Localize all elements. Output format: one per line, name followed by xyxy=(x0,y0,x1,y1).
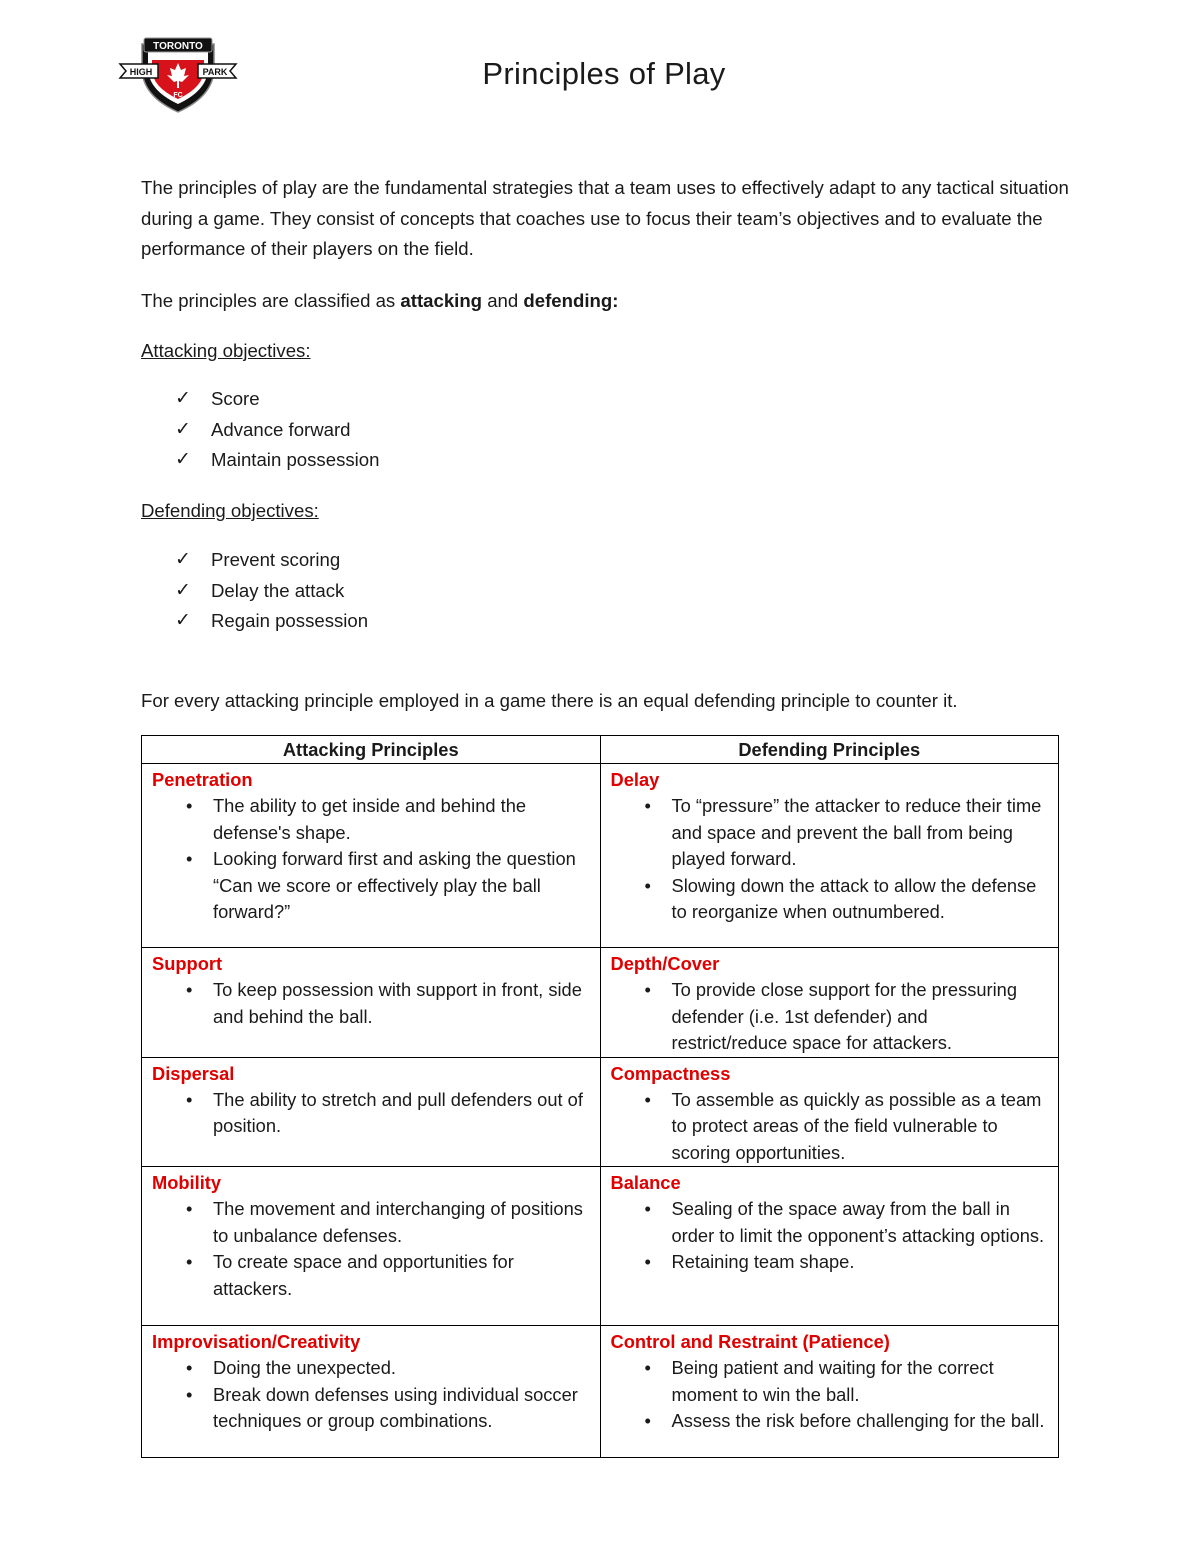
principle-point-text: Doing the unexpected. xyxy=(213,1357,396,1378)
principle-point xyxy=(611,1087,1049,1167)
table-row xyxy=(142,948,1059,1058)
principle-point xyxy=(611,977,1049,1057)
principles-table xyxy=(141,735,1059,1458)
objective-label: Regain possession xyxy=(211,610,369,631)
principle-point xyxy=(611,873,1049,926)
defending-principle-cell xyxy=(600,1326,1059,1458)
bullet-icon: • xyxy=(186,1198,193,1219)
defending-principle-cell xyxy=(600,1057,1059,1167)
principle-points xyxy=(152,793,590,926)
checkmark-icon: ✓ xyxy=(175,549,191,570)
bullet-icon: • xyxy=(186,1251,193,1272)
bullet-icon: • xyxy=(644,1088,651,1110)
attacking-objectives-list xyxy=(141,384,379,476)
defending-objectives-list xyxy=(141,545,368,637)
bullet-icon: • xyxy=(644,795,651,816)
table-header-row xyxy=(142,736,1059,764)
principle-point xyxy=(611,1196,1049,1249)
defending-principle-cell xyxy=(600,1167,1059,1326)
bullet-icon: • xyxy=(186,979,193,1000)
principle-point-text: Retaining team shape. xyxy=(671,1251,855,1272)
checkmark-icon: ✓ xyxy=(175,388,191,409)
principle-point xyxy=(152,977,590,1030)
principle-points xyxy=(611,1196,1049,1276)
principle-point xyxy=(152,1382,590,1435)
attacking-principle-cell xyxy=(142,948,601,1058)
defending-principle-cell xyxy=(600,948,1059,1058)
objective-item xyxy=(141,384,379,415)
principle-name: Compactness xyxy=(610,1062,731,1084)
logo-right-text: PARK xyxy=(202,67,228,77)
objective-item xyxy=(141,415,379,446)
principle-point-text: To assemble as quickly as possible as a team to protect areas of the field vulnerable to scoring opportunities. xyxy=(671,1088,1042,1163)
header-attacking: Attacking Principles xyxy=(142,736,601,764)
defending-objectives-heading: Defending objectives: xyxy=(141,500,319,521)
principle-point-text: The ability to stretch and pull defenders out of position. xyxy=(213,1088,583,1136)
bullet-icon: • xyxy=(186,1357,193,1378)
classify-defending: defending: xyxy=(523,290,619,311)
principle-point-text: The ability to get inside and behind the defense's shape. xyxy=(213,795,527,843)
principle-points xyxy=(152,1355,590,1435)
bullet-icon: • xyxy=(186,795,193,816)
bullet-icon: • xyxy=(186,848,193,869)
attacking-objectives-heading: Attacking objectives: xyxy=(141,340,311,361)
checkmark-icon: ✓ xyxy=(175,418,191,440)
attacking-principle-cell xyxy=(142,1326,601,1458)
principle-points xyxy=(152,1196,590,1302)
header-defending: Defending Principles xyxy=(600,736,1059,764)
bullet-icon: • xyxy=(186,1088,193,1110)
principle-points xyxy=(611,1355,1049,1435)
principle-point-text: To create space and opportunities for attackers. xyxy=(213,1251,514,1299)
classify-and: and xyxy=(482,290,524,311)
principle-name: Balance xyxy=(610,1172,681,1193)
principle-point-text: Break down defenses using individual soccer techniques or group combinations. xyxy=(213,1383,578,1431)
bullet-icon: • xyxy=(644,1357,651,1378)
principle-point xyxy=(152,1196,590,1249)
principle-name: Support xyxy=(152,953,223,974)
classification-sentence xyxy=(141,286,1071,317)
bullet-icon: • xyxy=(644,874,651,896)
principle-point xyxy=(611,1408,1049,1435)
attacking-principle-cell xyxy=(142,764,601,948)
checkmark-icon: ✓ xyxy=(175,610,191,631)
bullet-icon: • xyxy=(186,1383,193,1405)
principle-point xyxy=(152,793,590,846)
attacking-principle-cell xyxy=(142,1167,601,1326)
counter-note: For every attacking principle employed in a game there is an equal defending principle to counter it. xyxy=(141,690,958,711)
table-row xyxy=(142,1167,1059,1326)
objective-item xyxy=(141,545,368,576)
principle-point xyxy=(152,1249,590,1302)
principle-point-text: The movement and interchanging of positions to unbalance defenses. xyxy=(213,1198,583,1246)
logo-bottom-text: FC xyxy=(173,92,183,99)
objective-label: Advance forward xyxy=(211,418,351,440)
principle-point-text: To provide close support for the pressuring defender (i.e. 1st defender) and restrict/reduce space for attackers. xyxy=(671,979,1017,1053)
principle-points xyxy=(611,977,1049,1057)
principle-point-text: Slowing down the attack to allow the defense to reorganize when outnumbered. xyxy=(671,874,1037,922)
bullet-icon: • xyxy=(644,1251,651,1272)
principle-points xyxy=(152,977,590,1030)
bullet-icon: • xyxy=(644,979,651,1000)
principle-point xyxy=(611,793,1049,873)
principle-points xyxy=(611,1087,1049,1167)
principle-point-text: Assess the risk before challenging for the ball. xyxy=(671,1410,1045,1431)
principle-point-text: To “pressure” the attacker to reduce their time and space and prevent the ball from being played forward. xyxy=(671,795,1042,869)
principle-name: Improvisation/Creativity xyxy=(152,1331,361,1352)
objective-item xyxy=(141,445,379,476)
principle-name: Mobility xyxy=(152,1172,222,1193)
principle-point-text: Sealing of the space away from the ball in order to limit the opponent’s attacking options. xyxy=(671,1198,1045,1246)
principle-points xyxy=(152,1087,590,1140)
table-row xyxy=(142,1057,1059,1167)
classify-prefix: The principles are classified as xyxy=(141,290,401,311)
principle-point-text: Being patient and waiting for the correct moment to win the ball. xyxy=(671,1357,994,1405)
objective-label: Prevent scoring xyxy=(211,549,341,570)
principle-name: Dispersal xyxy=(152,1062,235,1084)
principle-name: Depth/Cover xyxy=(610,953,720,974)
principle-name: Control and Restraint (Patience) xyxy=(610,1331,890,1352)
principle-name: Penetration xyxy=(152,769,253,790)
checkmark-icon: ✓ xyxy=(175,579,191,601)
principle-point xyxy=(152,1355,590,1382)
intro-paragraph: The principles of play are the fundamental strategies that a team uses to effectively adapt to any tactical situation during a game. They consist of concepts that coaches use to focus their team’s objectives and to evaluate the performance of their players on the field. xyxy=(141,177,1069,259)
principle-point xyxy=(152,1087,590,1140)
principle-point xyxy=(611,1355,1049,1408)
objective-label: Maintain possession xyxy=(211,449,380,470)
logo-top-text: TORONTO xyxy=(153,41,203,52)
attacking-principle-cell xyxy=(142,1057,601,1167)
bullet-icon: • xyxy=(644,1410,651,1431)
objective-item xyxy=(141,606,368,637)
bullet-icon: • xyxy=(644,1198,651,1219)
table-row xyxy=(142,764,1059,948)
classify-attacking: attacking xyxy=(400,290,483,311)
defending-principle-cell xyxy=(600,764,1059,948)
objective-item xyxy=(141,576,368,607)
page-title: Principles of Play xyxy=(482,56,726,91)
table-row xyxy=(142,1326,1059,1458)
principle-name: Delay xyxy=(610,769,660,790)
objective-label: Score xyxy=(211,388,260,409)
principle-point xyxy=(152,846,590,926)
principle-point-text: To keep possession with support in front, side and behind the ball. xyxy=(213,979,582,1027)
principle-point xyxy=(611,1249,1049,1276)
checkmark-icon: ✓ xyxy=(175,449,191,470)
logo-left-text: HIGH xyxy=(129,67,153,77)
principle-points xyxy=(611,793,1049,926)
principle-point-text: Looking forward first and asking the question “Can we score or effectively play the ball forward?” xyxy=(213,848,576,922)
objective-label: Delay the attack xyxy=(211,579,345,601)
